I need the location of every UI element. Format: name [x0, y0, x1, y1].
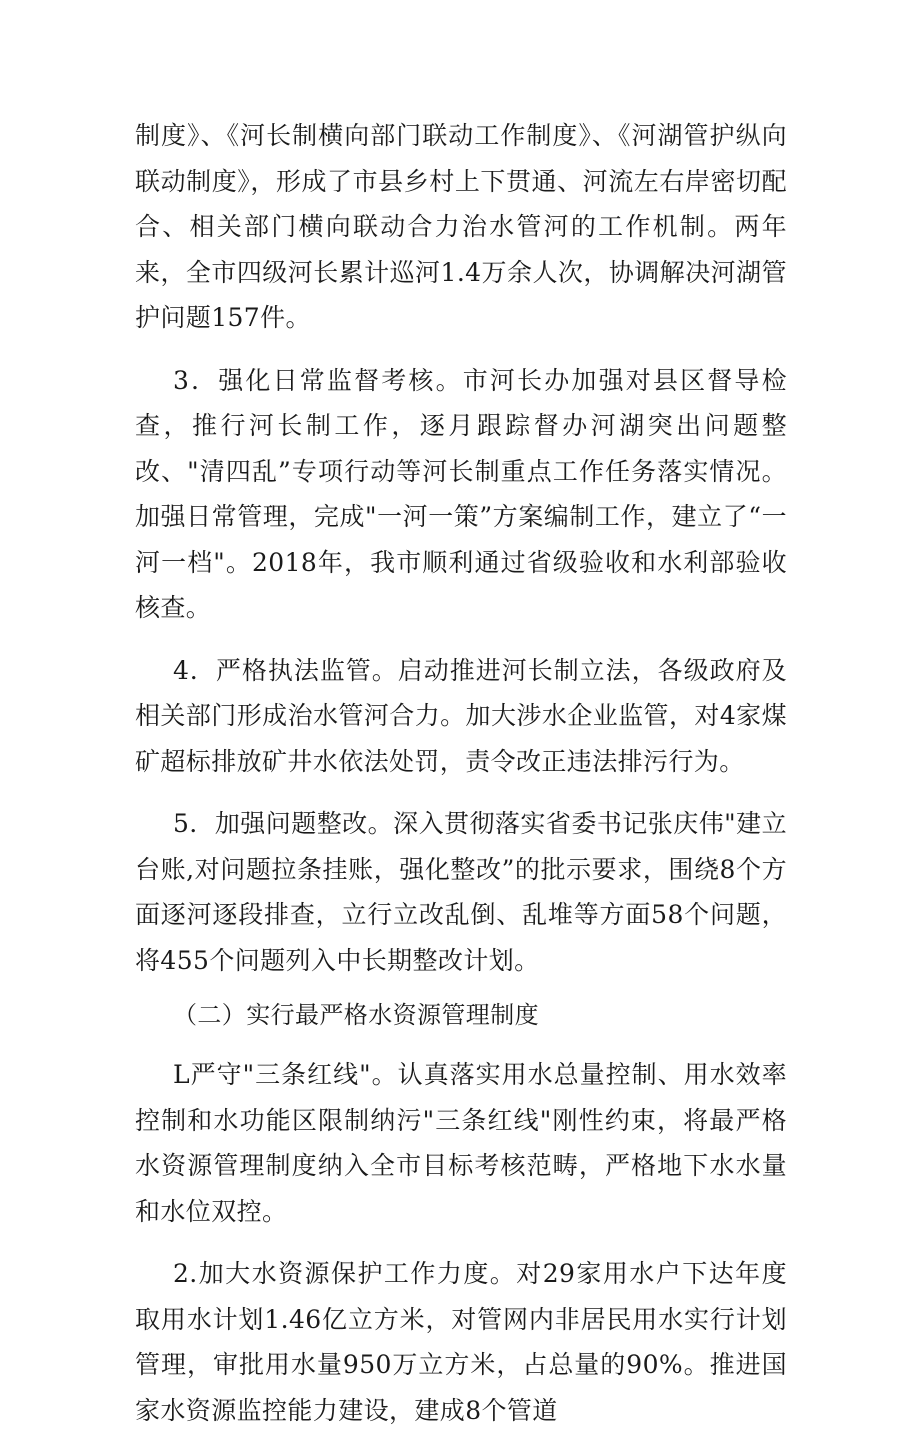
paragraph-three-red-lines: L严守"三条红线"。认真落实用水总量控制、用水效率控制和水功能区限制纳污"三条红线"刚性约束，将最严格水资源管理制度纳入全市目标考核范畴，严格地下水水量和水位双控。 [135, 1060, 787, 1226]
paragraph-supervision-assessment: 3．强化日常监督考核。市河长办加强对县区督导检查，推行河长制工作，逐月跟踪督办河湖突出问题整改、"清四乱”专项行动等河长制重点工作任务落实情况。加强日常管理，完成"一河一策”方案编制工作，建立了“一河一档"。2018年，我市顺利通过省级验收和水利部验收核查。 [135, 365, 787, 622]
paragraph-problem-rectification: 5．加强问题整改。深入贯彻落实省委书记张庆伟"建立台账,对问题拉条挂账，强化整改”的批示要求，围绕8个方面逐河逐段排查，立行立改乱倒、乱堆等方面58个问题，将455个问题列入中长期整改计划。 [135, 809, 787, 975]
paragraph-water-resource-protection: 2.加大水资源保护工作力度。对29家用水户下达年度取用水计划1.46亿立方米，对管网内非居民用水实行计划管理，审批用水量950万立方米，占总量的90%。推进国家水资源监控能力建设，建成8个管道 [135, 1259, 787, 1425]
section-heading-water-resource-management: （二）实行最严格水资源管理制度 [173, 1001, 539, 1029]
paragraph-law-enforcement: 4．严格执法监管。启动推进河长制立法，各级政府及相关部门形成治水管河合力。加大涉水企业监管，对4家煤矿超标排放矿井水依法处罚，责令改正违法排污行为。 [135, 655, 787, 776]
paragraph-river-chief-system-continued: 制度》、《河长制横向部门联动工作制度》、《河湖管护纵向联动制度》，形成了市县乡村上下贯通、河流左右岸密切配合、相关部门横向联动合力治水管河的工作机制。两年来，全市四级河长累计巡河1.4万余人次，协调解决河湖管护问题157件。 [135, 121, 787, 332]
document-body [135, 113, 787, 1433]
